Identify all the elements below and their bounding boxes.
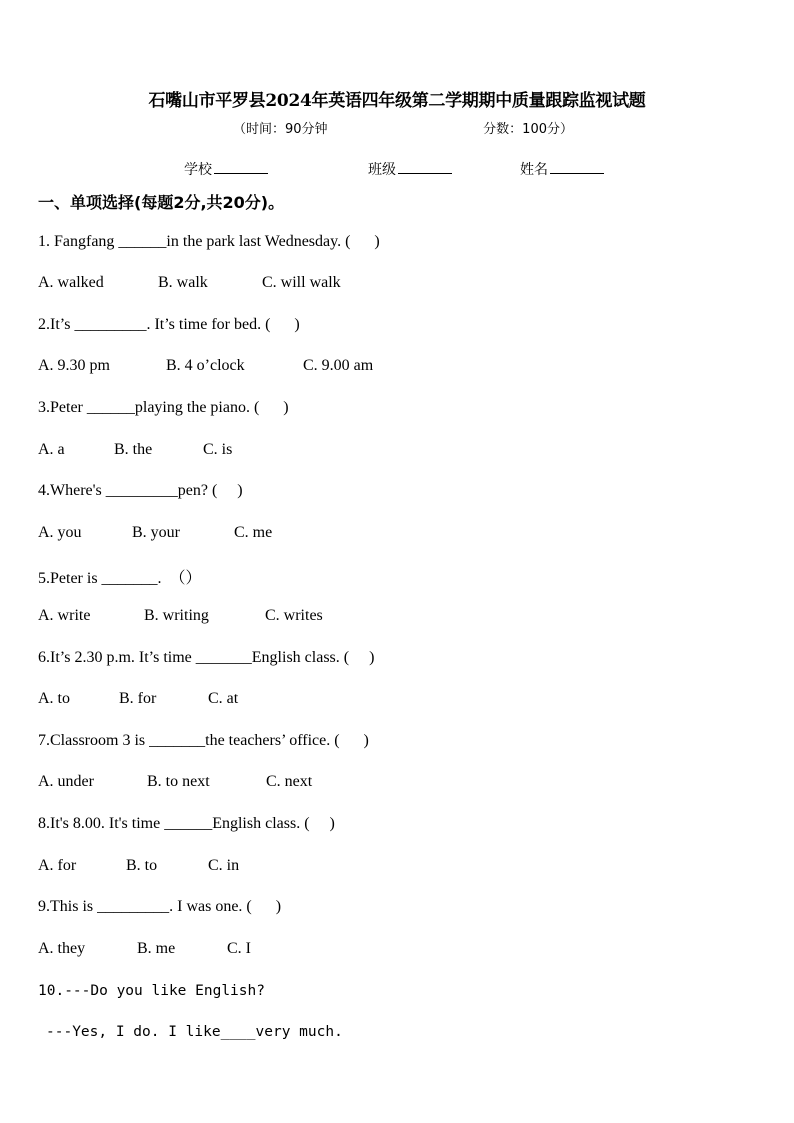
name-label: 姓名 [520, 162, 548, 178]
question-4: 4.Where's _________pen? ( ) [38, 482, 243, 499]
option-c[interactable]: C. I [227, 940, 251, 957]
school-blank[interactable] [214, 159, 268, 174]
option-c[interactable]: C. in [208, 857, 240, 874]
school-label: 学校 [184, 162, 212, 178]
option-b[interactable]: B. 4 o’clock [166, 357, 245, 374]
option-b[interactable]: B. for [119, 690, 157, 707]
question-9: 9.This is _________. I was one. ( ) [38, 898, 282, 915]
question-8-options [38, 857, 239, 875]
option-a[interactable]: A. for [38, 857, 77, 874]
question-9-options [38, 940, 251, 958]
question-6-options [38, 690, 238, 708]
exam-meta [233, 118, 573, 137]
class-blank[interactable] [398, 159, 452, 174]
question-1-options [38, 274, 341, 292]
option-c[interactable]: C. 9.00 am [303, 357, 374, 374]
option-a[interactable]: A. walked [38, 274, 104, 291]
option-a[interactable]: A. they [38, 940, 86, 957]
exam-time: （时间：90分钟 [233, 122, 328, 137]
name-blank[interactable] [550, 159, 604, 174]
option-a[interactable]: A. to [38, 690, 70, 707]
question-2: 2.It’s _________. It’s time for bed. ( ) [38, 316, 300, 333]
option-b[interactable]: B. to [126, 857, 158, 874]
question-7-options [38, 773, 312, 791]
question-2-options [38, 357, 373, 375]
question-6: 6.It’s 2.30 p.m. It’s time _______English class. ( ) [38, 649, 375, 666]
exam-title: 石嘴山市平罗县2024年英语四年级第二学期期中质量跟踪监视试题 [148, 91, 646, 111]
question-3: 3.Peter ______playing the piano. ( ) [38, 399, 289, 416]
option-c[interactable]: C. is [203, 441, 233, 458]
question-5-options [38, 607, 323, 625]
school-field [184, 159, 268, 179]
option-a[interactable]: A. a [38, 441, 65, 458]
option-c[interactable]: C. next [266, 773, 313, 790]
option-b[interactable]: B. your [132, 524, 180, 541]
option-a[interactable]: A. you [38, 524, 82, 541]
option-b[interactable]: B. walk [158, 274, 208, 291]
option-b[interactable]: B. to next [147, 773, 210, 790]
name-field [520, 159, 604, 179]
option-a[interactable]: A. write [38, 607, 91, 624]
option-a[interactable]: A. under [38, 773, 94, 790]
option-a[interactable]: A. 9.30 pm [38, 357, 110, 374]
class-label: 班级 [368, 162, 396, 178]
option-c[interactable]: C. will walk [262, 274, 341, 291]
question-1: 1. Fangfang ______in the park last Wednesday. ( ) [38, 233, 380, 250]
option-c[interactable]: C. at [208, 690, 239, 707]
exam-score: 分数：100分） [483, 122, 573, 137]
option-b[interactable]: B. the [114, 441, 153, 458]
option-c[interactable]: C. writes [265, 607, 323, 624]
question-10-line2: ---Yes, I do. I like____very much. [46, 1024, 343, 1040]
class-field [368, 159, 452, 179]
question-10-line1: 10.---Do you like English? [38, 983, 265, 999]
option-c[interactable]: C. me [234, 524, 273, 541]
question-8: 8.It's 8.00. It's time ______English class. ( ) [38, 815, 335, 832]
question-5: 5.Peter is _______. （） [38, 570, 202, 587]
question-3-options [38, 441, 232, 459]
question-4-options [38, 524, 272, 542]
question-7: 7.Classroom 3 is _______the teachers’ office. ( ) [38, 732, 369, 749]
section-heading: 一、单项选择(每题2分,共20分)。 [38, 193, 285, 212]
option-b[interactable]: B. me [137, 940, 176, 957]
option-b[interactable]: B. writing [144, 607, 209, 624]
